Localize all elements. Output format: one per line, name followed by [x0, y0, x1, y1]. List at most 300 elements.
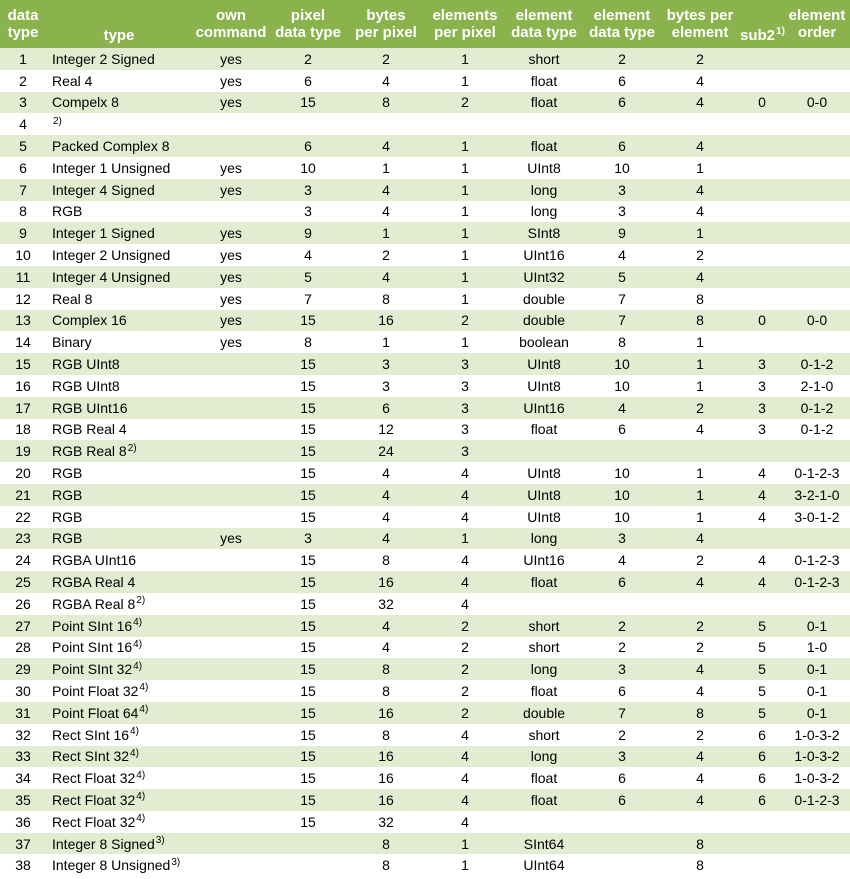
- cell-data-type: 30: [15, 683, 31, 699]
- table-body: [0, 48, 850, 876]
- cell-own-command: yes: [192, 92, 270, 114]
- table-row: [0, 70, 850, 92]
- footnote-marker: 2): [127, 442, 137, 454]
- cell-own-command: yes: [192, 222, 270, 244]
- cell-data-type: 7: [0, 179, 46, 201]
- cell-type: Integer 4 Signed: [46, 179, 192, 201]
- cell-element-data-type: [504, 593, 584, 615]
- cell-bytes-per-element: 8: [660, 310, 740, 332]
- cell-element-order: [784, 854, 850, 876]
- cell-own-command: [192, 702, 270, 724]
- cell-bytes-per-element: 4: [660, 92, 740, 114]
- cell-bytes-per-pixel: 4: [346, 179, 426, 201]
- cell-own-command: yes: [192, 310, 270, 332]
- cell-element-order: [784, 266, 850, 288]
- cell-own-command: [192, 854, 270, 876]
- cell-bytes-per-pixel: 2: [382, 247, 390, 264]
- cell-elements-per-pixel: 2: [426, 310, 504, 332]
- cell-type: Integer 1 Unsigned: [52, 159, 171, 176]
- cell-element-data-type-num: [584, 440, 660, 462]
- cell-element-order: 0-1-2: [800, 421, 834, 438]
- cell-pixel-data-type: 15: [270, 571, 346, 593]
- cell-own-command: [192, 353, 270, 375]
- cell-element-order: 0-0: [784, 92, 850, 114]
- cell-sub2: 4: [758, 552, 766, 569]
- cell-sub2: [740, 440, 784, 462]
- table-row: [0, 462, 850, 484]
- cell-element-order: 0-1-2-3: [784, 789, 850, 811]
- cell-bytes-per-pixel: 3: [346, 353, 426, 375]
- cell-own-command: [192, 419, 270, 441]
- cell-data-type: 27: [0, 615, 46, 637]
- cell-sub2: 3: [740, 397, 784, 419]
- footnote-marker: 3): [171, 856, 181, 868]
- cell-bytes-per-element: 1: [660, 222, 740, 244]
- cell-elements-per-pixel: 4: [426, 746, 504, 768]
- cell-element-data-type: double: [522, 290, 566, 307]
- cell-element-data-type-num: 3: [584, 528, 660, 550]
- cell-own-command: [192, 593, 270, 615]
- cell-elements-per-pixel: 2: [426, 658, 504, 680]
- cell-bytes-per-pixel: 4: [382, 639, 390, 656]
- cell-element-order: [784, 113, 850, 135]
- cell-type: Compelx 8: [46, 92, 192, 114]
- cell-element-order: [784, 528, 850, 550]
- table-row: [0, 201, 850, 223]
- cell-bytes-per-pixel: 1: [346, 222, 426, 244]
- header-sub2: sub2$^{1)}$: [740, 0, 784, 48]
- cell-element-data-type-num: 3: [584, 746, 660, 768]
- cell-elements-per-pixel: 3: [426, 397, 504, 419]
- table-row: [0, 331, 850, 353]
- cell-bytes-per-element: 1: [696, 465, 704, 482]
- cell-element-data-type: UInt16: [504, 397, 584, 419]
- cell-element-order: 2-1-0: [800, 377, 834, 394]
- cell-element-data-type: [504, 811, 584, 833]
- cell-own-command: [192, 680, 270, 702]
- cell-bytes-per-pixel: 8: [382, 290, 390, 307]
- cell-sub2: [740, 811, 784, 833]
- cell-type: Complex 16: [46, 310, 192, 332]
- cell-element-data-type-num: 9: [584, 222, 660, 244]
- cell-element-data-type-num: 3: [618, 203, 626, 220]
- cell-type: Integer 4 Unsigned: [46, 266, 192, 288]
- table-row: [0, 789, 850, 811]
- cell-own-command: [192, 549, 270, 571]
- table-row: [0, 724, 850, 746]
- footnote-marker: 4): [136, 813, 146, 825]
- cell-element-order: [784, 440, 850, 462]
- cell-pixel-data-type: 15: [300, 683, 316, 699]
- table-row: [0, 113, 850, 135]
- cell-pixel-data-type: 15: [270, 310, 346, 332]
- cell-element-data-type: [504, 440, 584, 462]
- cell-element-data-type: short: [528, 639, 560, 656]
- cell-own-command: yes: [220, 290, 242, 307]
- cell-elements-per-pixel: 1: [461, 857, 469, 874]
- cell-data-type: 28: [15, 639, 31, 656]
- cell-element-data-type-num: 10: [584, 353, 660, 375]
- cell-bytes-per-pixel: [346, 113, 426, 135]
- cell-own-command: [192, 767, 270, 789]
- table-row: [0, 288, 850, 310]
- cell-bytes-per-element: 4: [660, 746, 740, 768]
- cell-sub2: 6: [758, 770, 766, 787]
- cell-own-command: [192, 571, 270, 593]
- cell-data-type: 2: [19, 72, 27, 89]
- cell-type: Integer 2 Unsigned: [52, 247, 171, 264]
- cell-element-data-type-num: 2: [618, 726, 626, 743]
- table-row: [0, 767, 850, 789]
- table-row: [0, 833, 850, 855]
- cell-bytes-per-element: 2: [660, 48, 740, 70]
- cell-elements-per-pixel: 3: [461, 377, 469, 394]
- cell-sub2: [740, 179, 784, 201]
- table-row: [0, 549, 850, 571]
- cell-type: Integer 8 Signed$^{3)}$: [46, 833, 192, 855]
- cell-sub2: [740, 244, 784, 266]
- cell-pixel-data-type: 15: [300, 465, 316, 482]
- cell-element-data-type: UInt16: [523, 552, 565, 569]
- header-bytes-per-element: bytes per element: [660, 0, 740, 48]
- header-elements-per-pixel: elements per pixel: [426, 0, 504, 48]
- cell-data-type: 10: [15, 247, 31, 264]
- cell-sub2: 4: [758, 508, 766, 525]
- cell-element-data-type: UInt8: [527, 465, 561, 482]
- cell-element-data-type: double: [504, 310, 584, 332]
- cell-data-type: 26: [15, 595, 31, 612]
- cell-element-order: 1-0-3-2: [784, 746, 850, 768]
- cell-sub2: [740, 48, 784, 70]
- table-row: [0, 811, 850, 833]
- cell-element-data-type: SInt64: [504, 833, 584, 855]
- cell-own-command: [192, 789, 270, 811]
- cell-own-command: [192, 135, 270, 157]
- cell-sub2: 6: [740, 789, 784, 811]
- footnote-marker: 2): [136, 595, 146, 607]
- cell-element-data-type-num: 6: [584, 135, 660, 157]
- cell-element-data-type-num: 6: [618, 770, 626, 787]
- table-row: [0, 353, 850, 375]
- cell-sub2: [740, 288, 784, 310]
- cell-element-order: 0-1-2: [784, 397, 850, 419]
- cell-element-order: 1-0-3-2: [794, 770, 840, 787]
- cell-type: Binary: [52, 334, 92, 351]
- cell-element-data-type-num: 10: [584, 484, 660, 506]
- cell-own-command: [192, 113, 270, 135]
- cell-element-data-type-num: 7: [618, 290, 626, 307]
- footnote-marker: 4): [139, 704, 149, 716]
- cell-sub2: [740, 593, 784, 615]
- cell-data-type: 6: [19, 159, 27, 176]
- cell-type: RGB: [52, 203, 83, 220]
- cell-element-data-type-num: 2: [584, 48, 660, 70]
- cell-elements-per-pixel: 2: [461, 639, 469, 656]
- cell-type: RGBA Real 8$^{2)}$: [52, 595, 146, 612]
- cell-element-order: [784, 593, 850, 615]
- cell-element-data-type-num: 6: [584, 571, 660, 593]
- cell-element-data-type-num: 6: [584, 92, 660, 114]
- cell-sub2: [740, 833, 784, 855]
- cell-bytes-per-pixel: 8: [382, 857, 390, 874]
- cell-element-data-type-num: 10: [614, 159, 630, 176]
- cell-elements-per-pixel: 2: [461, 683, 469, 699]
- cell-pixel-data-type: 8: [304, 334, 312, 351]
- cell-pixel-data-type: 15: [300, 421, 316, 438]
- cell-type: Integer 8 Unsigned$^{3)}$: [52, 856, 181, 874]
- cell-bytes-per-element: 1: [660, 353, 740, 375]
- cell-elements-per-pixel: 4: [426, 789, 504, 811]
- cell-data-type: 16: [15, 377, 31, 394]
- cell-data-type: 35: [0, 789, 46, 811]
- cell-element-order: 0-1: [806, 683, 828, 699]
- cell-type: Rect SInt 16$^{4)}$: [52, 725, 139, 743]
- cell-element-order: [784, 222, 850, 244]
- cell-element-order: [784, 157, 850, 179]
- cell-bytes-per-pixel: 3: [382, 377, 390, 394]
- cell-bytes-per-element: 8: [660, 833, 740, 855]
- cell-bytes-per-pixel: 16: [346, 746, 426, 768]
- cell-element-order: [784, 811, 850, 833]
- cell-data-type: 33: [0, 746, 46, 768]
- cell-pixel-data-type: 15: [300, 639, 316, 656]
- cell-data-type: 9: [0, 222, 46, 244]
- cell-type: RGB: [46, 484, 192, 506]
- cell-element-order: [784, 70, 850, 92]
- cell-data-type: 18: [15, 421, 31, 438]
- cell-own-command: [192, 375, 270, 397]
- cell-element-order: [784, 288, 850, 310]
- cell-own-command: yes: [220, 159, 242, 176]
- cell-sub2: 3: [758, 377, 766, 394]
- cell-type: RGBA UInt16: [52, 552, 137, 569]
- table-row: [0, 658, 850, 680]
- table-row: [0, 440, 850, 462]
- cell-element-data-type: UInt8: [527, 159, 561, 176]
- cell-element-data-type: UInt16: [523, 247, 565, 264]
- cell-element-data-type-num: 6: [584, 789, 660, 811]
- cell-element-data-type: long: [530, 203, 558, 220]
- footnote-marker: 4): [130, 747, 139, 759]
- cell-pixel-data-type: 15: [270, 92, 346, 114]
- cell-bytes-per-element: 4: [696, 72, 704, 89]
- cell-element-data-type: long: [504, 746, 584, 768]
- cell-sub2: [740, 201, 784, 223]
- cell-elements-per-pixel: 4: [461, 595, 469, 612]
- cell-data-type: 17: [0, 397, 46, 419]
- cell-elements-per-pixel: 1: [461, 72, 469, 89]
- table-row: [0, 92, 850, 114]
- cell-element-data-type: float: [504, 571, 584, 593]
- cell-type: Packed Complex 8: [46, 135, 192, 157]
- footnote-marker: 4): [133, 616, 143, 628]
- cell-sub2: 6: [758, 726, 766, 743]
- footnote-marker: 2): [53, 115, 62, 127]
- cell-bytes-per-element: [660, 593, 740, 615]
- cell-bytes-per-element: 2: [696, 552, 704, 569]
- cell-element-data-type: UInt8: [504, 484, 584, 506]
- cell-sub2: 4: [758, 465, 766, 482]
- cell-data-type: 5: [0, 135, 46, 157]
- cell-data-type: 3: [0, 92, 46, 114]
- cell-element-data-type: float: [530, 421, 558, 438]
- cell-element-data-type-num: 2: [584, 615, 660, 637]
- cell-element-data-type-num: 2: [618, 639, 626, 656]
- cell-data-type: 32: [15, 726, 31, 743]
- cell-bytes-per-element: 8: [696, 857, 704, 874]
- cell-elements-per-pixel: 2: [426, 615, 504, 637]
- cell-bytes-per-pixel: 24: [346, 440, 426, 462]
- cell-bytes-per-element: [660, 440, 740, 462]
- cell-pixel-data-type: 15: [300, 377, 316, 394]
- cell-bytes-per-pixel: 4: [382, 72, 390, 89]
- cell-bytes-per-pixel: 8: [346, 92, 426, 114]
- cell-sub2: [740, 70, 784, 92]
- cell-own-command: yes: [220, 72, 242, 89]
- cell-element-order: [784, 135, 850, 157]
- cell-element-data-type-num: 10: [614, 465, 630, 482]
- cell-own-command: yes: [220, 334, 242, 351]
- cell-element-data-type: double: [504, 702, 584, 724]
- footnote-marker: 4): [136, 769, 146, 781]
- cell-own-command: [192, 397, 270, 419]
- cell-pixel-data-type: 3: [270, 528, 346, 550]
- cell-element-data-type: float: [530, 683, 558, 699]
- cell-own-command: [192, 658, 270, 680]
- cell-bytes-per-pixel: 4: [346, 135, 426, 157]
- cell-sub2: 3: [758, 421, 766, 438]
- footnote-marker: 4): [133, 660, 143, 672]
- table-row: [0, 419, 850, 441]
- cell-elements-per-pixel: 4: [461, 552, 469, 569]
- cell-elements-per-pixel: 3: [426, 353, 504, 375]
- cell-own-command: yes: [192, 528, 270, 550]
- header-own-command: own command: [192, 0, 270, 48]
- cell-type: RGB Real 8$^{2)}$: [46, 440, 192, 462]
- cell-data-type: 36: [15, 813, 31, 830]
- cell-elements-per-pixel: 1: [461, 159, 469, 176]
- cell-type: Point Float 64$^{4)}$: [46, 702, 192, 724]
- cell-bytes-per-pixel: 8: [346, 833, 426, 855]
- cell-element-data-type: UInt8: [527, 377, 561, 394]
- cell-data-type: 22: [15, 508, 31, 525]
- cell-own-command: yes: [192, 48, 270, 70]
- header-element-order: element order: [784, 0, 850, 48]
- header-row: [0, 0, 850, 48]
- cell-elements-per-pixel: 4: [461, 770, 469, 787]
- cell-own-command: [192, 462, 270, 484]
- cell-own-command: [192, 811, 270, 833]
- cell-sub2: 5: [740, 615, 784, 637]
- cell-own-command: [192, 615, 270, 637]
- cell-elements-per-pixel: 2: [426, 702, 504, 724]
- cell-element-data-type: float: [504, 789, 584, 811]
- cell-element-data-type: long: [504, 179, 584, 201]
- cell-sub2: [740, 222, 784, 244]
- cell-own-command: yes: [192, 179, 270, 201]
- cell-element-data-type-num: 4: [618, 552, 626, 569]
- cell-elements-per-pixel: 4: [461, 465, 469, 482]
- table-row: [0, 571, 850, 593]
- cell-bytes-per-element: 4: [660, 789, 740, 811]
- table-row: [0, 222, 850, 244]
- cell-element-data-type: float: [530, 770, 558, 787]
- cell-own-command: yes: [220, 247, 242, 264]
- cell-elements-per-pixel: 1: [461, 203, 469, 220]
- cell-bytes-per-element: 4: [696, 683, 704, 699]
- cell-pixel-data-type: 4: [304, 247, 312, 264]
- cell-element-data-type: UInt8: [527, 508, 561, 525]
- cell-sub2: [740, 528, 784, 550]
- cell-element-order: 3-2-1-0: [784, 484, 850, 506]
- cell-elements-per-pixel: 1: [426, 833, 504, 855]
- table-row: [0, 266, 850, 288]
- cell-sub2: 4: [740, 571, 784, 593]
- table-row: [0, 310, 850, 332]
- cell-sub2: 6: [740, 746, 784, 768]
- cell-bytes-per-pixel: 8: [382, 726, 390, 743]
- footnote-marker: 3): [155, 834, 165, 846]
- table-row: [0, 593, 850, 615]
- cell-pixel-data-type: 15: [300, 770, 316, 787]
- cell-bytes-per-element: 4: [660, 571, 740, 593]
- cell-element-data-type: float: [530, 72, 558, 89]
- cell-bytes-per-element: 2: [696, 247, 704, 264]
- cell-element-data-type-num: 4: [618, 247, 626, 264]
- cell-element-order: [784, 48, 850, 70]
- cell-type: RGB UInt8: [52, 377, 120, 394]
- cell-bytes-per-pixel: 4: [346, 528, 426, 550]
- cell-element-order: [784, 833, 850, 855]
- cell-type: Point SInt 32$^{4)}$: [46, 658, 192, 680]
- header-data-type: data type: [0, 0, 46, 48]
- cell-element-data-type-num: 4: [584, 397, 660, 419]
- cell-bytes-per-pixel: 4: [346, 615, 426, 637]
- cell-pixel-data-type: [270, 854, 346, 876]
- cell-pixel-data-type: 15: [300, 552, 316, 569]
- table-row: [0, 48, 850, 70]
- cell-own-command: [192, 724, 270, 746]
- table-row: [0, 528, 850, 550]
- cell-element-data-type: UInt64: [523, 857, 565, 874]
- cell-type: Point SInt 16$^{4)}$: [52, 638, 143, 656]
- cell-element-data-type-num: 7: [584, 702, 660, 724]
- cell-bytes-per-element: 4: [696, 770, 704, 787]
- cell-sub2: 5: [758, 683, 766, 699]
- cell-pixel-data-type: 2: [270, 48, 346, 70]
- cell-sub2: 4: [740, 484, 784, 506]
- cell-sub2: 5: [740, 702, 784, 724]
- cell-bytes-per-element: 8: [660, 702, 740, 724]
- cell-data-type: 24: [15, 552, 31, 569]
- cell-type: RGB: [52, 465, 83, 482]
- cell-element-order: 1-0-3-2: [794, 726, 840, 743]
- cell-pixel-data-type: 15: [270, 658, 346, 680]
- cell-bytes-per-element: 4: [660, 135, 740, 157]
- header-pixel-data-type: pixel data type: [270, 0, 346, 48]
- cell-element-data-type: float: [504, 135, 584, 157]
- cell-element-order: [784, 179, 850, 201]
- cell-bytes-per-pixel: 4: [382, 203, 390, 220]
- cell-pixel-data-type: [270, 113, 346, 135]
- cell-bytes-per-pixel: 16: [346, 310, 426, 332]
- cell-element-data-type-num: [584, 593, 660, 615]
- cell-elements-per-pixel: 1: [461, 334, 469, 351]
- cell-bytes-per-pixel: 32: [378, 813, 394, 830]
- cell-pixel-data-type: 10: [300, 159, 316, 176]
- cell-elements-per-pixel: [426, 113, 504, 135]
- cell-element-data-type-num: 10: [614, 508, 630, 525]
